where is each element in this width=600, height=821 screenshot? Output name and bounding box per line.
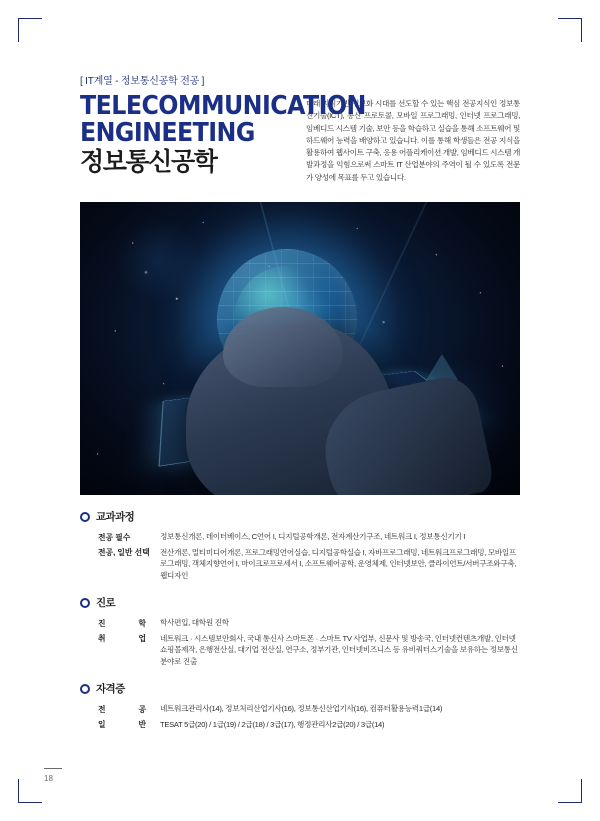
page-header (80, 72, 520, 184)
page-footer (44, 768, 84, 783)
circle-bullet-icon (80, 684, 90, 694)
row-value-major-required: 정보통신개론, 데이터베이스, C언어 I, 디지털공학개론, 전자계산기구조, 네트워크 I, 정보통신기기 I (160, 532, 466, 542)
row-label-employment-part1: 취 (98, 634, 106, 644)
row-value-major-cert: 네트워크관리사(14), 정보처리산업기사(16), 정보통신산업기사(16), 컴퓨터활용능력1급(14) (160, 704, 443, 714)
row-value-employment: 네트워크 · 시스템보안회사, 국내 통신사 스마트폰 · 스마트 TV 사업부, 신문사 및 방송국, 인터넷컨텐츠개발, 인터넷쇼핑몰제작, 은행전산실, 대기업 전산실, 연구소, 정부기관, 인터넷비즈니스 등 유비쿼터스기술을 보유하는 정보통신분야로 진출 (160, 633, 518, 666)
table-row (98, 531, 520, 543)
page-content (80, 72, 520, 734)
table-row (98, 617, 520, 629)
intro-paragraph: 미래 지식기반 정보화 시대를 선도할 수 있는 핵심 전공지식인 정보통신기술(ICT), 통신 프로토콜, 모바일 프로그래밍, 인터넷 프로그래밍, 임베디드 시스템 기술, 보안 등을 학습하고 실습을 통해 소프트웨어 및 하드웨어 능력을 배양하고 있습니다. 이를 통해 학생들은 전공 지식을 활용하여 웹사이트 구축, 응용 어플리케이션 개발, 임베디드 시스템 개발과정을 익힘으로써 스마트 IT 산업분야의 주역이 될 수 있도록 전문가 양성에 목표를 두고 있습니다. (306, 99, 520, 182)
section-curriculum-header (80, 509, 520, 524)
row-label-general-cert-part2: 반 (138, 720, 146, 730)
table-row (98, 703, 520, 715)
table-row (98, 719, 520, 731)
header-intro-block (296, 72, 520, 184)
row-value-major-elective: 전산개론, 멀티미디어개론, 프로그래밍언어실습, 디지털공학실습 I, 자바프로그래밍, 네트워크프로그래밍, 모바일프로그래밍, 객체지향언어 I, 마이크로프로세서 I, 소프트웨어공학, 운영체제, 인터넷보안, 클라이언트/서버구조와구축, 웹디자인 (160, 547, 517, 580)
section-career (80, 595, 520, 667)
footer-rule (44, 768, 62, 769)
circle-bullet-icon (80, 598, 90, 608)
header-title-block (80, 72, 366, 177)
section-certificates (80, 681, 520, 730)
section-certificates-rows (80, 703, 520, 730)
circle-bullet-icon (80, 512, 90, 522)
row-label-major-cert-part1: 전 (98, 704, 106, 714)
hero-triangle-accent (426, 354, 458, 380)
table-row (98, 633, 520, 668)
section-curriculum-title: 교과과정 (96, 511, 135, 524)
crop-mark-bottom-left (18, 779, 42, 803)
hero-image (80, 202, 520, 495)
page-number: 18 (44, 774, 53, 783)
department-tag: [ IT계열 - 정보통신공학 전공 ] (80, 76, 205, 87)
page-title-ko: 정보통신공학 (80, 148, 217, 176)
row-label-further-study-part2: 학 (138, 618, 146, 628)
row-label-major-cert (98, 703, 160, 715)
row-label-major-cert-part2: 공 (138, 704, 146, 714)
section-career-title: 진로 (96, 597, 116, 610)
row-label-major-required: 전공 필수 (98, 532, 131, 542)
page-title-en-line1: TELECOMMUNICATION (80, 91, 366, 121)
row-label-major-elective: 전공, 일반 선택 (98, 548, 150, 558)
crop-mark-top-left (18, 18, 42, 42)
row-label-employment (98, 633, 160, 645)
section-career-rows (80, 617, 520, 667)
row-label-employment-part2: 업 (138, 634, 146, 644)
section-curriculum-rows (80, 531, 520, 581)
table-row (98, 547, 520, 582)
section-certificates-title: 자격증 (96, 683, 125, 696)
section-certificates-header (80, 681, 520, 696)
row-value-general-cert: TESAT 5급(20) / 1급(19) / 2급(18) / 3급(17), 행정관리사2급(20) / 3급(14) (160, 719, 385, 729)
crop-mark-top-right (558, 18, 582, 42)
page-title-en-line2: ENGINEETING (80, 118, 255, 148)
row-label-general-cert-part1: 일 (98, 720, 106, 730)
row-label-further-study (98, 617, 160, 629)
row-value-further-study: 학사편입, 대학원 진학 (160, 618, 229, 628)
row-label-general-cert (98, 719, 160, 731)
section-career-header (80, 595, 520, 610)
row-label-further-study-part1: 진 (98, 618, 106, 628)
section-curriculum (80, 509, 520, 581)
crop-mark-bottom-right (558, 779, 582, 803)
